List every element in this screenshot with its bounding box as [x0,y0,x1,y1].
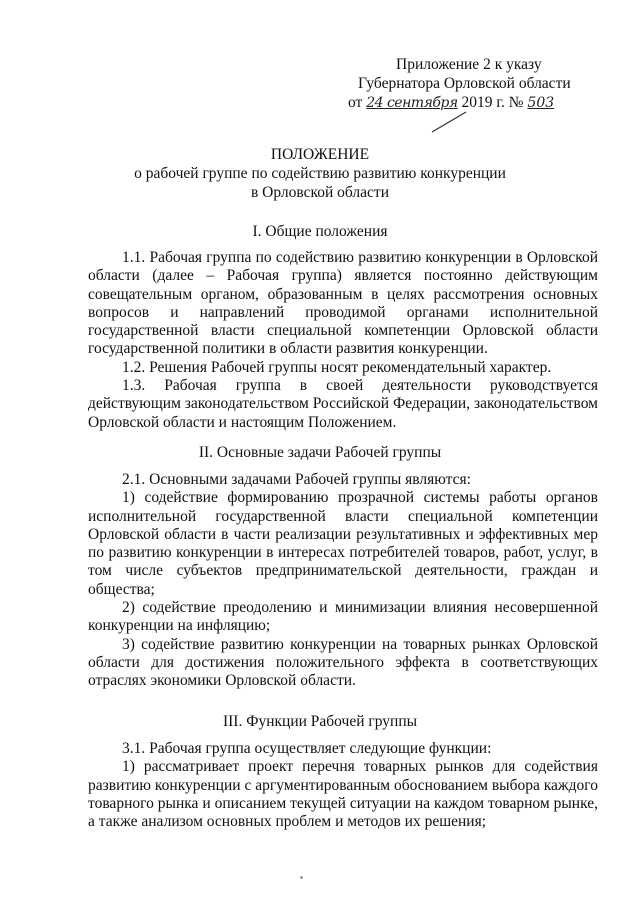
paragraph-2-1: 2.1. Основными задачами Рабочей группы являются: [122,471,471,488]
task-item-3: 3) содействие развитию конкуренции на товарных рынках Орловской области для достижения положительного эффекта в соответствующих отраслях экономики Орловской области. [88,635,598,690]
scan-speck [300,876,303,879]
paragraph-1-1: 1.1. Рабочая группа по содействию развитию конкуренции в Орловской области (далее – Рабочая группа) является постоянно действующим совещательным органом, образованным в целях рассмотрения основных вопросов и направлений проводимой органами исполнительной государственной власти специальной компетенции Орловской области государственной политики в области развития конкуренции. [88,249,598,358]
function-item-1: 1) рассматривает проект перечня товарных рынков для содействия развитию конкуренции с аргументированным обоснованием выбора каждого товарного рынка и описанием текущей ситуации на каждом товарном рынке, а также анализом основных проблем и методов их решения; [88,758,598,831]
decree-date-line [340,93,610,113]
paragraph-1-2: 1.2. Решения Рабочей группы носят рекомендательный характер. [122,358,552,376]
section-3-heading: III. Функции Рабочей группы [222,713,418,730]
handwriting-stroke-icon [428,110,468,134]
section-3-body [88,740,598,831]
governor-label: Губернатора Орловской области [358,75,571,92]
section-1-body [88,249,598,432]
section-1-heading: I. Общие положения [252,223,388,240]
document-subtitle-2: в Орловской области [250,184,389,201]
document-title-block [0,145,640,202]
document-title: ПОЛОЖЕНИЕ [270,146,370,163]
handwritten-date: 24 сентября [366,95,458,111]
section-2-heading: II. Основные задачи Рабочей группы [198,444,442,461]
document-subtitle-1: о рабочей группе по содействию развитию конкуренции [134,165,506,182]
task-item-2: 2) содействие преодолению и минимизации влияния несовершенной конкуренции на инфляцию; [88,599,598,635]
section-2-body [88,471,598,691]
handwritten-number: 503 [527,95,555,111]
year-text: 2019 г. [461,94,505,111]
paragraph-1-3: 1.3. Рабочая группа в своей деятельности руководствуется действующим законодательством Российской Федерации, законодательством Орловской области и настоящим Положением. [88,377,598,431]
paragraph-3-1: 3.1. Рабочая группа осуществляет следующие функции: [122,740,492,757]
appendix-label: Приложение 2 к указу [396,56,542,73]
number-label: № [508,94,524,111]
task-item-1: 1) содействие формированию прозрачной системы работы органов исполнительной государственной власти специальной компетенции Орловской области в части реализации результативных и эффективных мер по развитию конкуренции в интересах потребителей товаров, работ, услуг, в том числе субъектов предпринимательской деятельности, граждан и общества; [88,489,598,598]
decree-appendix-header [340,55,610,113]
from-label: от [348,94,363,111]
